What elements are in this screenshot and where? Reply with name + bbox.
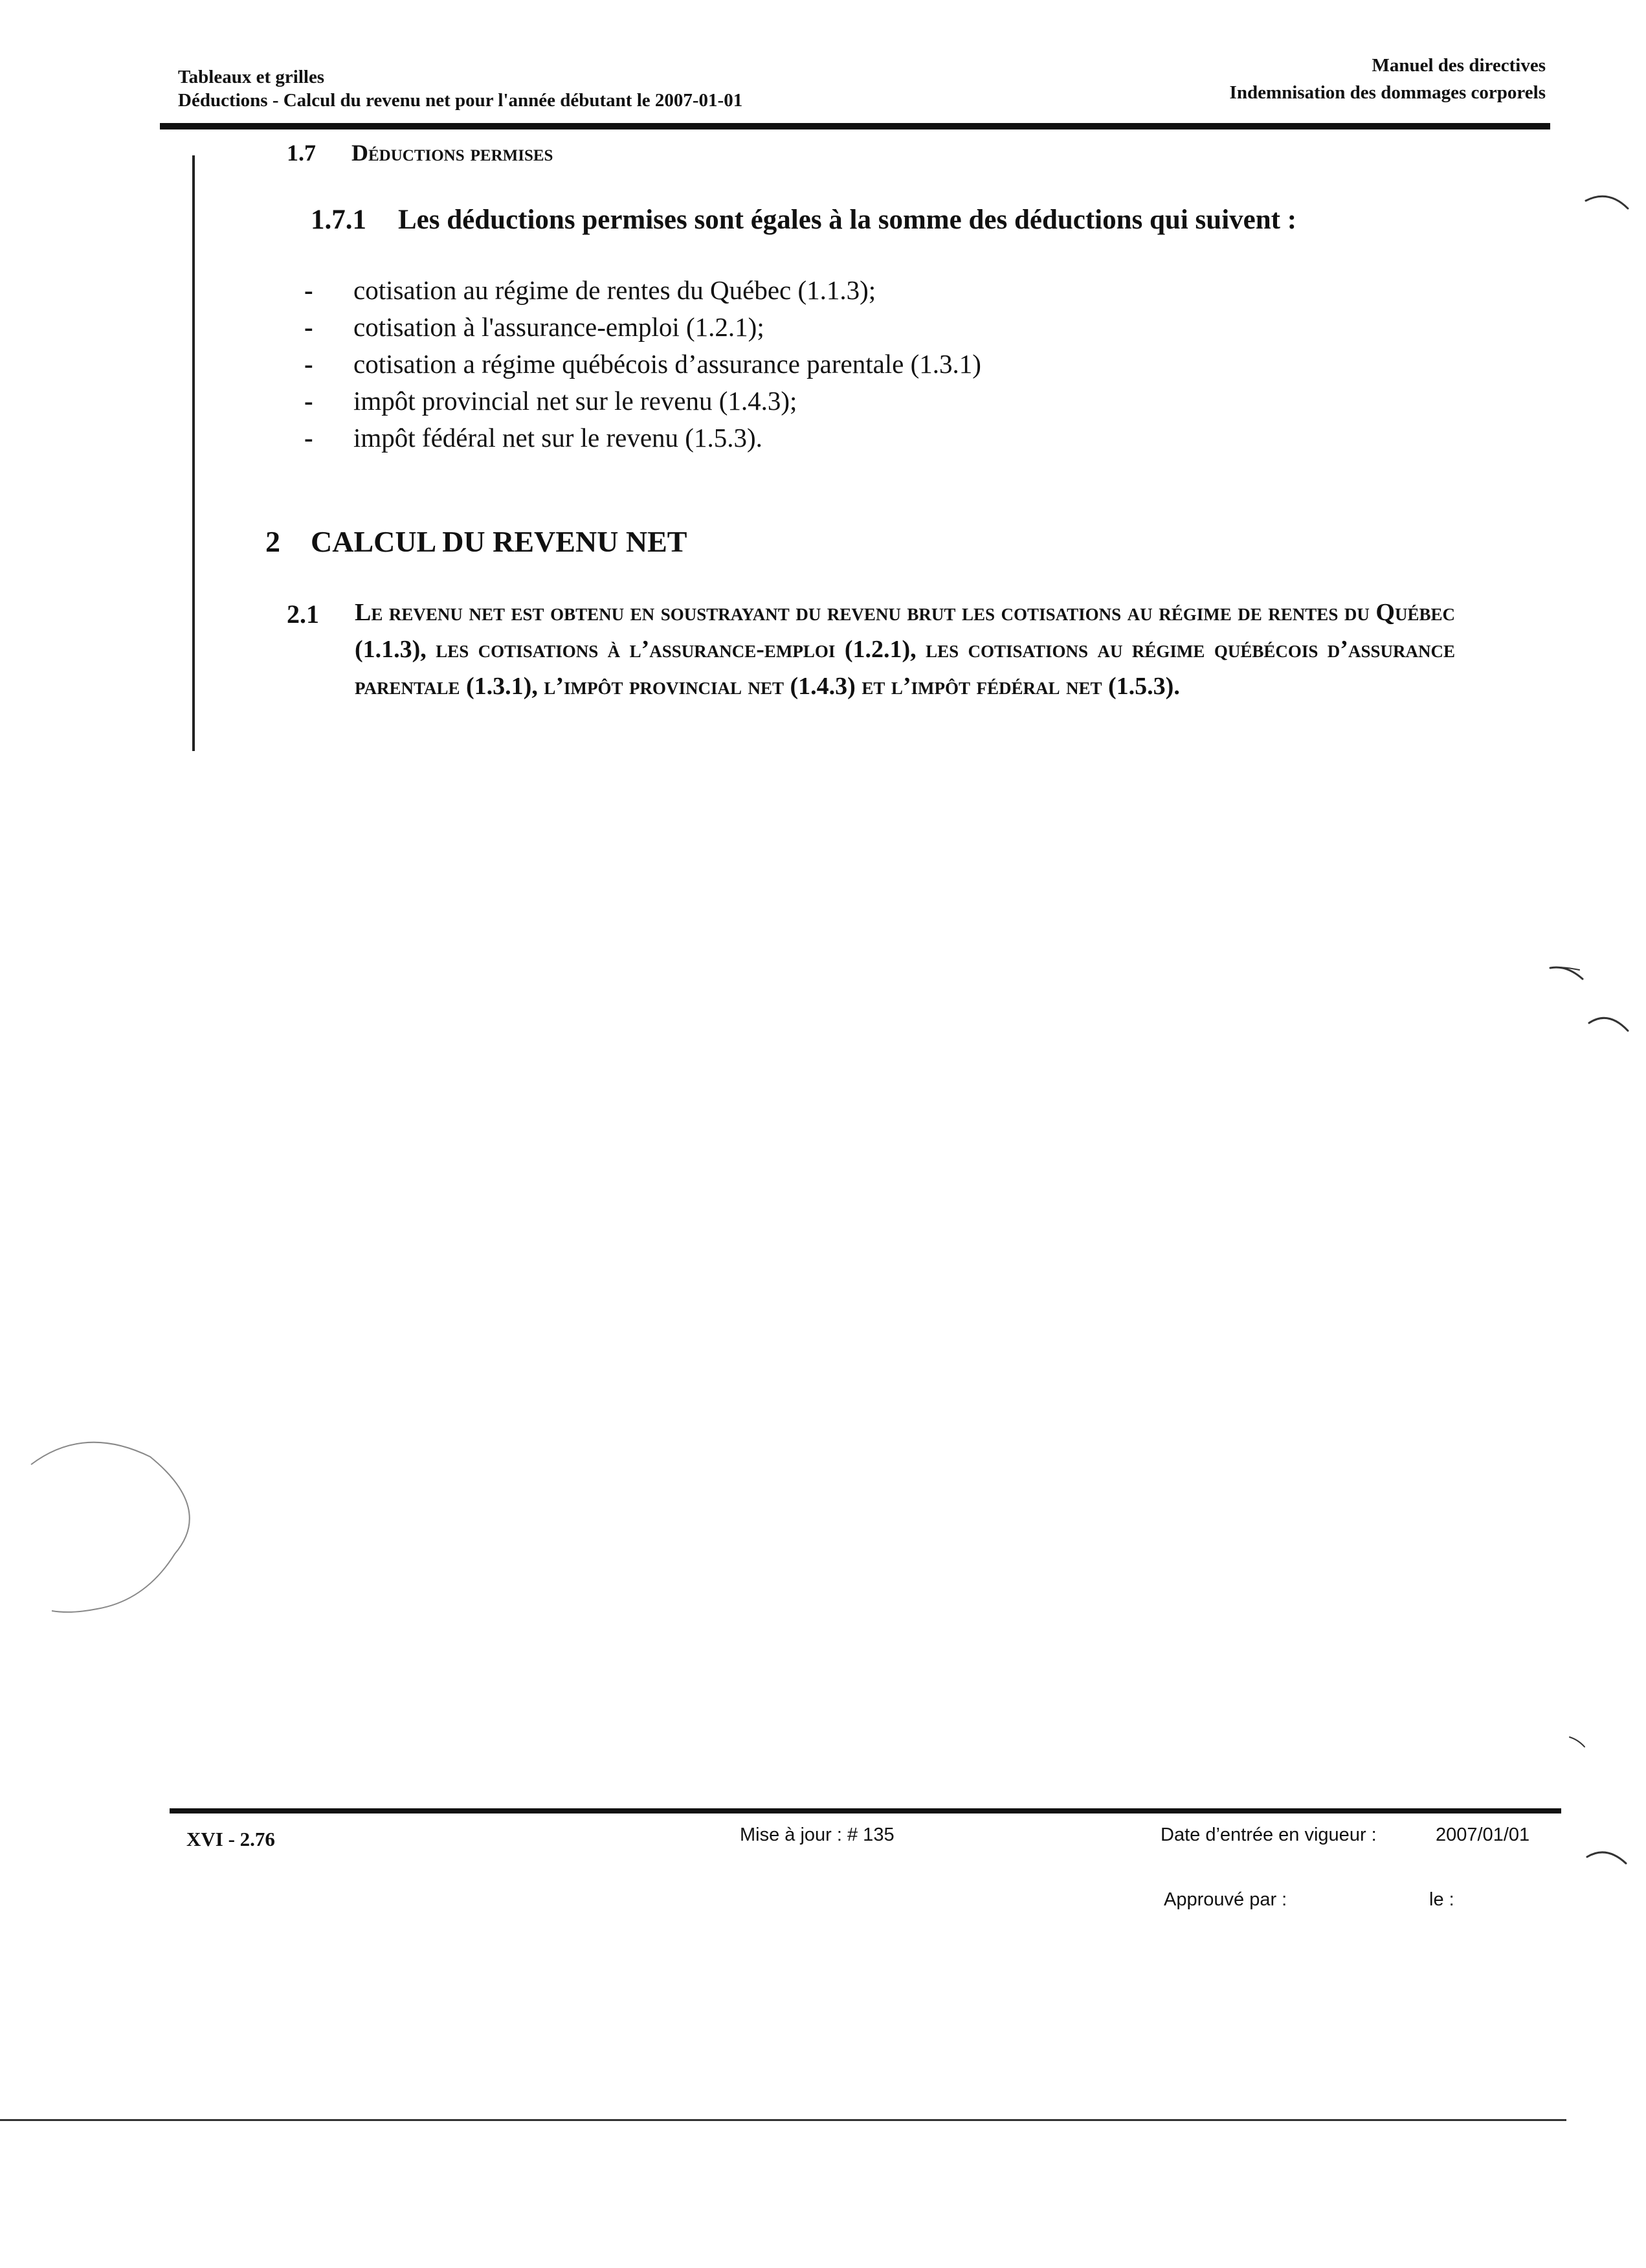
list-item: [304, 309, 981, 346]
header-divider: [160, 123, 1550, 129]
list-dash: -: [304, 349, 313, 379]
margin-hole-mark: [1586, 196, 1628, 208]
footer-approved-label: Approuvé par :: [1164, 1889, 1287, 1910]
deductions-list: [304, 272, 981, 456]
section-1-7-1-number: 1.7.1: [311, 205, 366, 235]
footer-le-label: le :: [1429, 1889, 1454, 1910]
page-bottom-line: [0, 2119, 1566, 2121]
ring-stain-mark: [31, 1443, 190, 1612]
header-manual-subtitle: Indemnisation des dommages corporels: [1229, 82, 1546, 103]
list-dash: -: [304, 386, 313, 416]
section-2-1-number: 2.1: [287, 600, 319, 629]
header-section-label: Tableaux et grilles: [178, 67, 325, 87]
list-item: [304, 420, 981, 456]
list-item: [304, 346, 981, 383]
list-dash: -: [304, 275, 313, 305]
list-item: [304, 383, 981, 420]
section-1-7-1-heading: [311, 204, 1296, 236]
section-2-number: 2: [265, 525, 280, 558]
margin-hole-mark: [1589, 1018, 1628, 1031]
list-item-text: impôt provincial net sur le revenu (1.4.3);: [353, 386, 797, 416]
section-1-7-number: 1.7: [287, 140, 316, 166]
margin-hole-mark: [1550, 967, 1579, 970]
list-dash: -: [304, 312, 313, 342]
section-1-7-title: Déductions permises: [351, 140, 553, 166]
section-2-1-paragraph: Le revenu net est obtenu en soustrayant du revenu brut les cotisations au régime de rentes du Québec (1.1.3), les cotisations à l’assurance-emploi (1.2.1), les cotisations au régime québécois d’assurance parentale (1.3.1), l’impôt provincial net (1.4.3) et l’impôt fédéral net (1.5.3).: [355, 599, 1455, 700]
margin-hole-mark: [1570, 1737, 1585, 1747]
footer-update-number: Mise à jour : # 135: [740, 1825, 895, 1845]
revision-change-bar: [192, 155, 195, 751]
footer-effective-date-label: Date d’entrée en vigueur :: [1161, 1825, 1377, 1845]
list-dash: -: [304, 423, 313, 453]
section-2-heading: [265, 524, 687, 559]
list-item-text: cotisation a régime québécois d’assurance parentale (1.3.1): [353, 349, 981, 379]
list-item-text: cotisation au régime de rentes du Québec (1.1.3);: [353, 275, 876, 305]
section-1-7-heading: [287, 139, 553, 166]
header-document-title: Déductions - Calcul du revenu net pour l'année débutant le 2007-01-01: [178, 90, 743, 111]
footer-page-code: XVI - 2.76: [186, 1828, 275, 1850]
section-2-title: CALCUL DU REVENU NET: [311, 525, 687, 558]
margin-hole-mark: [1587, 1852, 1626, 1863]
footer-divider: [170, 1808, 1561, 1813]
header-manual-name: Manuel des directives: [1372, 55, 1546, 76]
list-item: [304, 272, 981, 309]
margin-hole-mark: [1550, 967, 1583, 979]
list-item-text: cotisation à l'assurance-emploi (1.2.1);: [353, 312, 764, 342]
list-item-text: impôt fédéral net sur le revenu (1.5.3).: [353, 423, 762, 453]
section-1-7-1-title: Les déductions permises sont égales à la somme des déductions qui suivent :: [398, 205, 1297, 235]
footer-effective-date-value: 2007/01/01: [1436, 1825, 1530, 1845]
